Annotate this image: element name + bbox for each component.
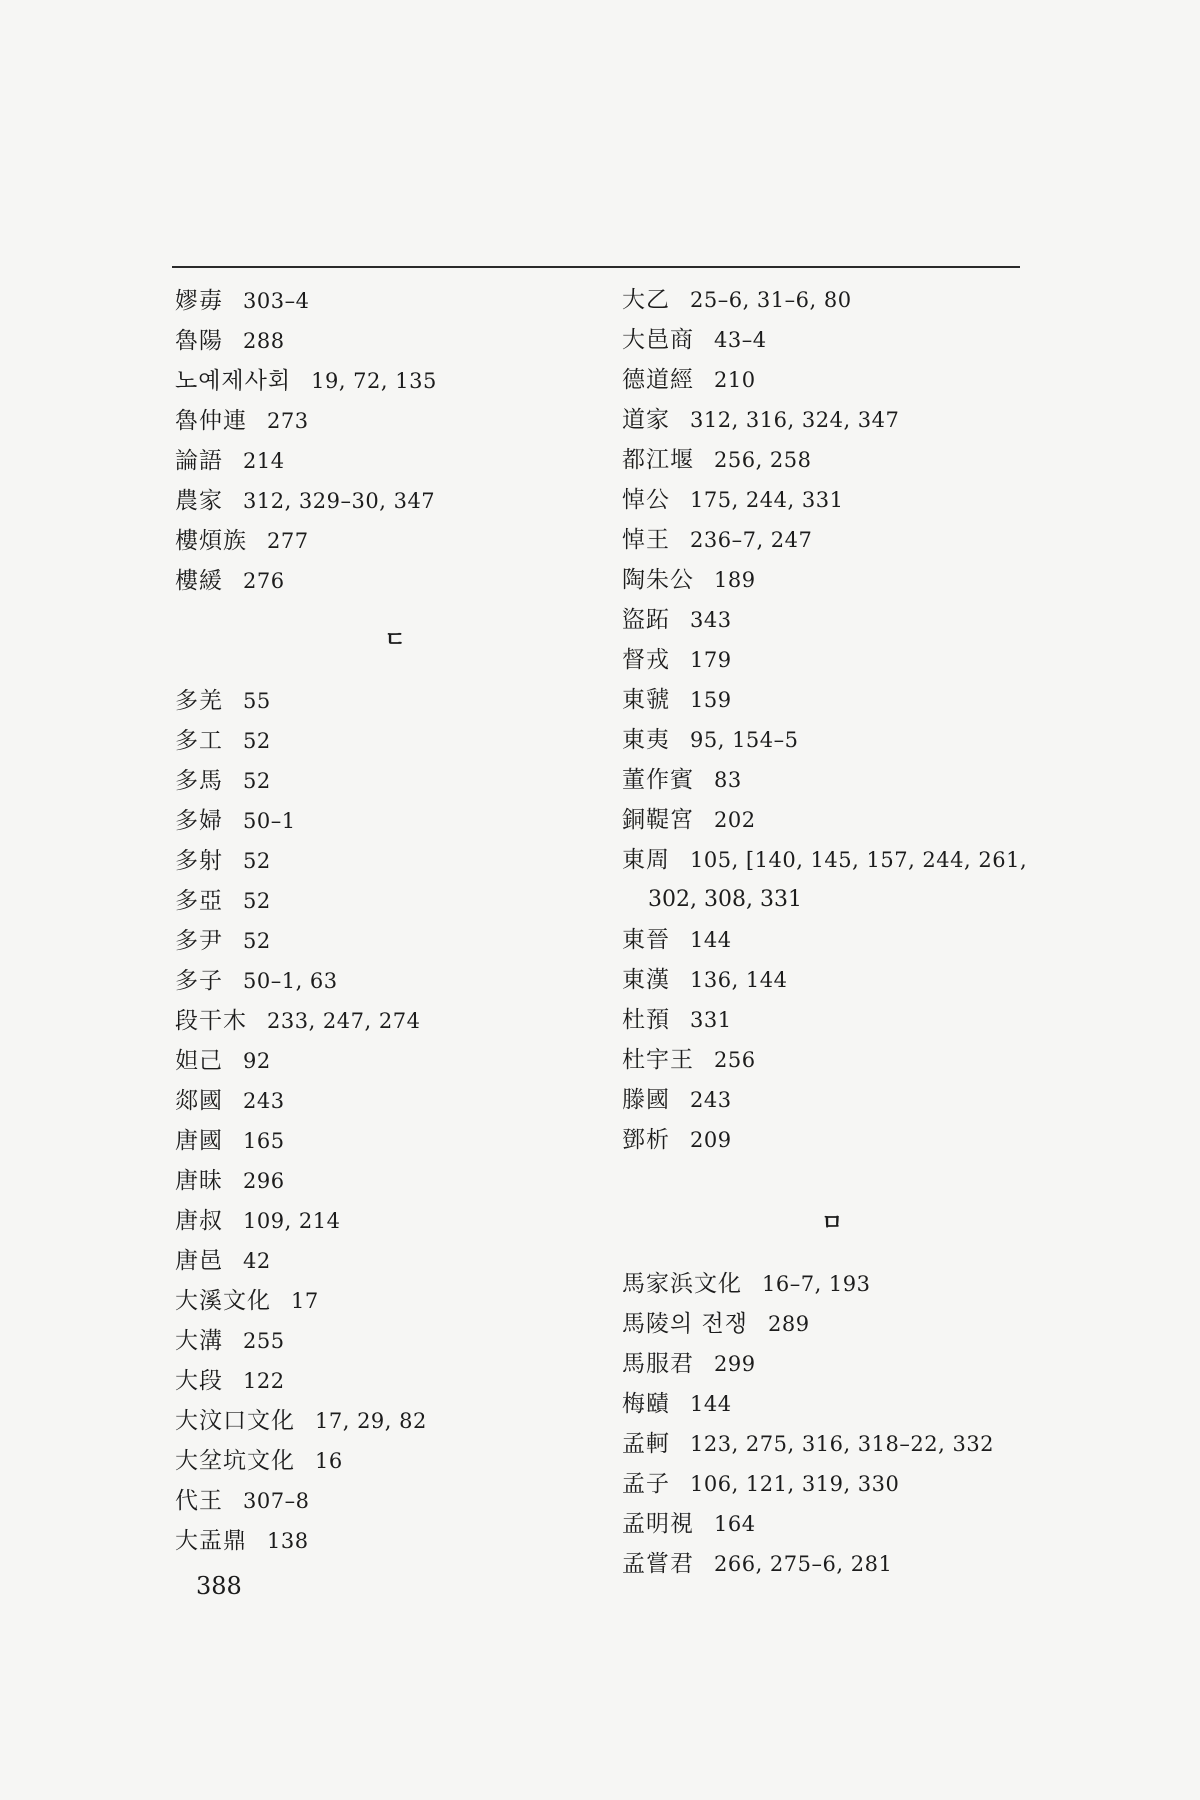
- index-pages: 16: [315, 1449, 343, 1473]
- index-pages: 165: [243, 1129, 285, 1153]
- index-pages: 288: [243, 329, 285, 353]
- index-term: 東虢: [622, 687, 670, 713]
- index-term: 樓緩: [175, 568, 223, 594]
- index-term: 多尹: [175, 928, 223, 954]
- index-pages: 243: [243, 1089, 285, 1113]
- index-pages: 175, 244, 331: [690, 488, 844, 512]
- index-entry: [622, 1000, 1042, 1040]
- index-pages: 243: [690, 1088, 732, 1112]
- index-entry: [175, 281, 615, 321]
- index-term: 孟子: [622, 1471, 670, 1497]
- index-pages: 52: [243, 929, 271, 953]
- index-pages: 52: [243, 849, 271, 873]
- index-pages: 122: [243, 1369, 285, 1393]
- index-pages: 277: [267, 529, 309, 553]
- index-term: 東夷: [622, 727, 670, 753]
- index-term: 唐國: [175, 1128, 223, 1154]
- index-term: 大盂鼎: [175, 1528, 247, 1554]
- index-entry: [622, 760, 1042, 800]
- index-term: 多馬: [175, 768, 223, 794]
- index-pages: 95, 154–5: [690, 728, 799, 752]
- index-term: 論語: [175, 448, 223, 474]
- index-pages: 307–8: [243, 1489, 310, 1513]
- index-entry: [175, 1041, 615, 1081]
- index-pages: 343: [690, 608, 732, 632]
- index-pages: 312, 329–30, 347: [243, 489, 436, 513]
- index-term: 段干木: [175, 1008, 247, 1034]
- index-term: 道家: [622, 407, 670, 433]
- index-term: 唐昧: [175, 1168, 223, 1194]
- index-entry: [175, 881, 615, 921]
- index-entry: [622, 320, 1042, 360]
- index-pages: 214: [243, 449, 285, 473]
- index-term: 孟軻: [622, 1431, 670, 1457]
- index-pages: 303–4: [243, 289, 310, 313]
- index-term: 大段: [175, 1368, 223, 1394]
- index-entry: [622, 400, 1042, 440]
- index-pages: 50–1, 63: [243, 969, 338, 993]
- index-entry: [622, 920, 1042, 960]
- section-heading-d: ㄷ: [384, 628, 406, 653]
- index-term: 杜宇王: [622, 1047, 694, 1073]
- index-pages: 255: [243, 1329, 285, 1353]
- index-pages: 17, 29, 82: [315, 1409, 427, 1433]
- index-term: 鄧析: [622, 1127, 670, 1153]
- index-term: 農家: [175, 488, 223, 514]
- index-pages: 52: [243, 889, 271, 913]
- index-term: 魯仲連: [175, 408, 247, 434]
- index-entry: [622, 1344, 1042, 1384]
- index-entry: [175, 561, 615, 601]
- index-term: 馬陵의 전쟁: [622, 1311, 748, 1337]
- index-entry: [622, 480, 1042, 520]
- index-term: 大邑商: [622, 327, 694, 353]
- index-term: 樓煩族: [175, 528, 247, 554]
- index-pages: 236–7, 247: [690, 528, 813, 552]
- index-pages: 164: [714, 1512, 756, 1536]
- index-pages: 256, 258: [714, 448, 812, 472]
- index-entry: [175, 521, 615, 561]
- index-pages: 16–7, 193: [762, 1272, 871, 1296]
- index-term: 盜跖: [622, 607, 670, 633]
- index-pages: 138: [267, 1529, 309, 1553]
- index-term: 魯陽: [175, 328, 223, 354]
- index-entry: [622, 440, 1042, 480]
- index-entry: [622, 560, 1042, 600]
- index-entry: [175, 361, 615, 401]
- index-term: 督戎: [622, 647, 670, 673]
- index-pages: 144: [690, 928, 732, 952]
- index-term: 多婦: [175, 808, 223, 834]
- index-pages: 55: [243, 689, 271, 713]
- index-term: 多亞: [175, 888, 223, 914]
- index-entry: [175, 1481, 615, 1521]
- index-term: 多子: [175, 968, 223, 994]
- index-pages: 83: [714, 768, 742, 792]
- index-entry: [622, 720, 1042, 760]
- left-top-group: [175, 281, 615, 601]
- index-term: 陶朱公: [622, 567, 694, 593]
- index-entry: [622, 640, 1042, 680]
- index-pages: 266, 275–6, 281: [714, 1552, 893, 1576]
- index-entry: [622, 1384, 1042, 1424]
- index-pages: 144: [690, 1392, 732, 1416]
- index-entry: [175, 921, 615, 961]
- index-entry: [175, 761, 615, 801]
- left-column: [175, 281, 615, 1561]
- right-bottom-group: [622, 1264, 1042, 1584]
- index-entry: [622, 800, 1042, 840]
- index-term: 多羌: [175, 688, 223, 714]
- index-pages: 19, 72, 135: [311, 369, 437, 393]
- index-entry: [175, 721, 615, 761]
- index-term: 孟明視: [622, 1511, 694, 1537]
- index-entry: [175, 1001, 615, 1041]
- index-entry: [175, 1321, 615, 1361]
- index-pages: 233, 247, 274: [267, 1009, 421, 1033]
- index-entry: [175, 1521, 615, 1561]
- index-pages: 210: [714, 368, 756, 392]
- index-entry: [622, 1424, 1042, 1464]
- index-entry: [175, 1201, 615, 1241]
- index-term: 梅賾: [622, 1391, 670, 1417]
- index-pages: 52: [243, 729, 271, 753]
- index-entry: [175, 321, 615, 361]
- index-entry: [175, 1281, 615, 1321]
- index-entry: [622, 1464, 1042, 1504]
- index-pages: 50–1: [243, 809, 296, 833]
- index-term: 孟嘗君: [622, 1551, 694, 1577]
- index-entry: [622, 1040, 1042, 1080]
- index-pages: 106, 121, 319, 330: [690, 1472, 900, 1496]
- index-entry: [622, 960, 1042, 1000]
- right-top-group: [622, 280, 1042, 1160]
- index-pages: 299: [714, 1352, 756, 1376]
- index-pages: 159: [690, 688, 732, 712]
- index-entry: [622, 1080, 1042, 1120]
- index-entry: [622, 1304, 1042, 1344]
- index-entry: [622, 1504, 1042, 1544]
- index-term: 都江堰: [622, 447, 694, 473]
- page-number: 388: [196, 1572, 242, 1600]
- index-term: 大溪文化: [175, 1288, 271, 1314]
- index-pages: 296: [243, 1169, 285, 1193]
- index-term: 董作賓: [622, 767, 694, 793]
- index-term: 唐叔: [175, 1208, 223, 1234]
- index-term: 노예제사회: [175, 368, 292, 394]
- index-pages: 273: [267, 409, 309, 433]
- index-entry: [622, 840, 1042, 880]
- index-entry: [175, 801, 615, 841]
- index-pages: 136, 144: [690, 968, 788, 992]
- index-pages: 289: [767, 1312, 810, 1336]
- index-entry: [175, 1241, 615, 1281]
- index-entry: [175, 1121, 615, 1161]
- index-entry: [175, 441, 615, 481]
- index-entry: [175, 1441, 615, 1481]
- index-term: 郯國: [175, 1088, 223, 1114]
- index-pages: 179: [690, 648, 732, 672]
- index-entry: [622, 1264, 1042, 1304]
- section-heading-m: ㅁ: [821, 1211, 843, 1236]
- index-term: 悼公: [622, 487, 670, 513]
- index-term: 馬家浜文化: [622, 1271, 742, 1297]
- index-pages: 105, [140, 145, 157, 244, 261,: [690, 848, 1028, 872]
- index-term: 德道經: [622, 367, 694, 393]
- index-entry: [622, 280, 1042, 320]
- index-term: 大溝: [175, 1328, 223, 1354]
- index-pages: 209: [690, 1128, 732, 1152]
- index-entry: [175, 481, 615, 521]
- index-entry: [175, 841, 615, 881]
- index-term: 滕國: [622, 1087, 670, 1113]
- index-pages: 42: [243, 1249, 271, 1273]
- index-entry: [622, 1544, 1042, 1584]
- index-term: 大汶口文化: [175, 1408, 295, 1434]
- index-entry: [175, 1401, 615, 1441]
- index-entry: [622, 600, 1042, 640]
- index-pages: 202: [714, 808, 756, 832]
- index-entry: [175, 1081, 615, 1121]
- index-term: 代王: [175, 1488, 223, 1514]
- index-term: 東晉: [622, 927, 670, 953]
- index-entry: [175, 401, 615, 441]
- index-pages: 92: [243, 1049, 271, 1073]
- index-pages: 189: [714, 568, 756, 592]
- index-term: 東漢: [622, 967, 670, 993]
- index-pages-continuation: 302, 308, 331: [648, 887, 802, 912]
- header-rule: [172, 266, 1020, 268]
- index-pages: 256: [714, 1048, 756, 1072]
- index-entry: [622, 520, 1042, 560]
- index-pages: 276: [243, 569, 285, 593]
- index-entry: [175, 1361, 615, 1401]
- index-term: 多射: [175, 848, 223, 874]
- index-term: 多工: [175, 728, 223, 754]
- index-entry: [622, 1120, 1042, 1160]
- index-term: 杜預: [622, 1007, 670, 1033]
- index-entry: [622, 360, 1042, 400]
- index-term: 大乙: [622, 287, 670, 313]
- index-pages: 123, 275, 316, 318–22, 332: [690, 1432, 995, 1456]
- index-term: 唐邑: [175, 1248, 223, 1274]
- index-term: 妲己: [175, 1048, 223, 1074]
- index-pages: 17: [291, 1289, 319, 1313]
- index-pages: 331: [690, 1008, 732, 1032]
- index-entry: [175, 681, 615, 721]
- index-term: 東周: [622, 847, 670, 873]
- index-term: 馬服君: [622, 1351, 694, 1377]
- index-entry: [622, 680, 1042, 720]
- index-pages: 25–6, 31–6, 80: [690, 288, 852, 312]
- index-term: 悼王: [622, 527, 670, 553]
- index-pages: 52: [243, 769, 271, 793]
- index-pages: 312, 316, 324, 347: [690, 408, 900, 432]
- index-term: 嫪毐: [175, 288, 223, 314]
- index-term: 銅鞮宮: [622, 807, 694, 833]
- index-pages: 43–4: [714, 328, 767, 352]
- index-entry: [175, 1161, 615, 1201]
- index-entry: [175, 961, 615, 1001]
- index-pages: 109, 214: [243, 1209, 341, 1233]
- right-column: [622, 280, 1042, 1584]
- index-term: 大坌坑文化: [175, 1448, 295, 1474]
- left-bottom-group: [175, 681, 615, 1561]
